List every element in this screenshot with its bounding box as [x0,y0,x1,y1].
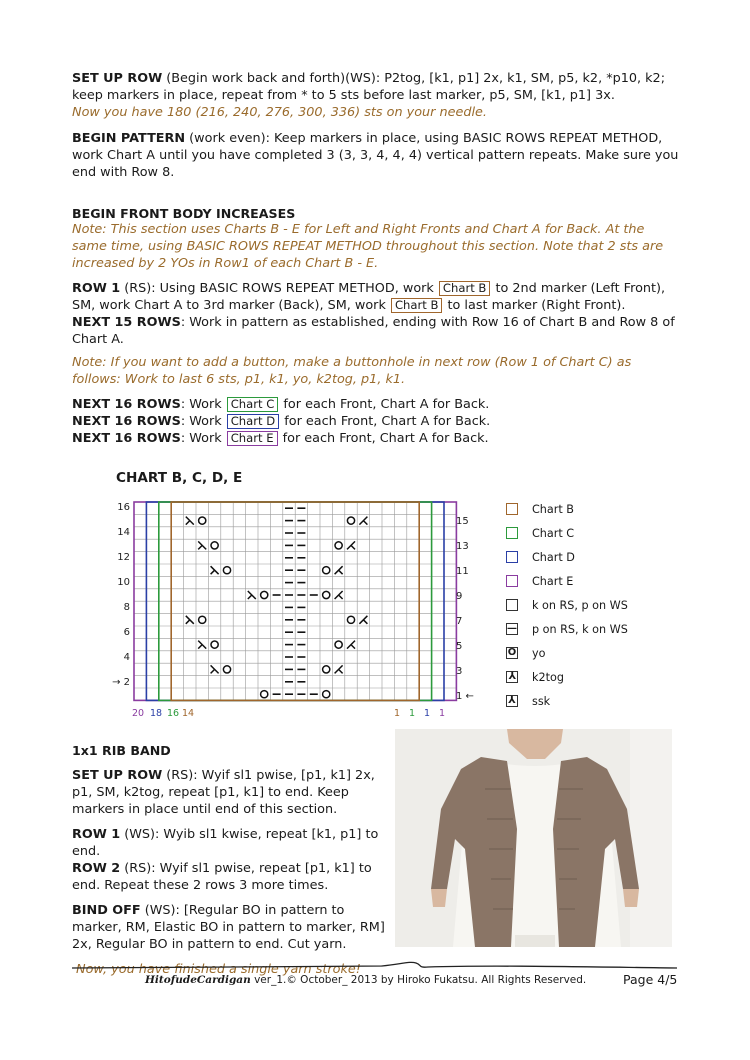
legend-chart-c [506,521,628,545]
row-label-14: 14 [117,527,130,538]
legend-label: Chart C [532,526,575,540]
legend-label: p on RS, k on WS [532,622,628,636]
setup-row [72,70,682,121]
row1-text-a: (RS): Using BASIC ROWS REPEAT METHOD, work [120,281,438,296]
rib-band-heading: 1x1 RIB BAND [72,743,171,758]
row1-text-c: to last marker (Right Front). [443,298,626,313]
row-label-1: 1 ← [456,691,474,702]
legend-label: yo [532,646,546,660]
setup-row-note: Now you have 180 (216, 240, 276, 300, 336) sts on your needle. [72,105,487,120]
stitch-label-1-e: 1 [439,708,446,719]
row-label-12: 12 [117,552,130,563]
next16-row-e [72,430,490,447]
stitch-label-1-d: 1 [424,708,431,719]
next16-label: NEXT 16 ROWS [72,431,181,446]
next-15-rows [72,314,682,348]
row-label-3: 3 [456,666,463,677]
stitch-label-18: 18 [150,708,163,719]
legend-chart-b [506,497,628,521]
buttonhole-note: Note: If you want to add a button, make a buttonhole in next row (Row 1 of Chart C) as follows: Work to last 6 sts, p1, k1, yo, k2tog, p1, k1. [72,355,632,387]
stitch-label-1-c: 1 [409,708,416,719]
rib-bind-label: BIND OFF [72,903,141,918]
row-label-8: 8 [123,602,130,613]
rib-row-2 [72,860,390,894]
chart-legend [506,497,628,713]
rib-bind-off [72,902,390,953]
rib-setup-label: SET UP ROW [72,768,163,783]
legend-label: Chart B [532,502,574,516]
chart-e-swatch [506,575,518,587]
setup-row-label: SET UP ROW [72,71,163,86]
finish-note: Now, you have finished a single yarn stroke! [76,962,361,977]
next16-row-d [72,413,490,430]
row-label-16: 16 [117,502,130,513]
chart-e-chip: Chart E [227,431,278,446]
next16-post: for each Front, Chart A for Back. [279,397,490,412]
next16-pre: : Work [180,414,226,429]
row-label-6: 6 [123,627,130,638]
legend-label: ssk [532,694,551,708]
row1-text-b: to 2nd marker (Left Front), SM, work Chart A to 3rd marker (Back), SM, work [72,281,666,313]
rib-row-1 [72,826,390,860]
rib-row1-label: ROW 1 [72,827,121,842]
cardigan-photo-image [395,729,672,947]
row-label-5: 5 [456,641,463,652]
yo-symbol-icon: O [507,647,517,658]
purl-symbol-icon: — [507,623,517,634]
row-label-4: 4 [123,652,130,663]
rib-row2-label: ROW 2 [72,861,121,876]
page-number: Page 4/5 [623,972,678,987]
legend-k2tog [506,665,628,689]
legend-chart-e [506,569,628,593]
next16-post: for each Front, Chart A for Back. [278,431,489,446]
chart-b-chip: Chart B [439,281,491,296]
legend-purl [506,617,628,641]
begin-pattern-label: BEGIN PATTERN [72,131,186,146]
chart-title: CHART B, C, D, E [116,470,243,486]
chart-b-swatch [506,503,518,515]
row-label-2: → 2 [112,677,130,688]
next16-post: for each Front, Chart A for Back. [280,414,491,429]
next-16-rows-list [72,396,490,447]
rib-setup-text: (RS): Wyif sl1 pwise, [p1, k1] 2x, p1, SM, k2tog, repeat [p1, k1] to end. Keep markers in place until end of this section. [72,768,375,817]
legend-label: k on RS, p on WS [532,598,628,612]
knit-symbol-icon [506,599,518,611]
next15-text: : Work in pattern as established, ending with Row 16 of Chart B and Row 8 of Chart A. [72,315,675,347]
front-increases-heading: BEGIN FRONT BODY INCREASES [72,206,296,221]
chart-b-chip-2: Chart B [391,298,443,313]
next16-row-c [72,396,490,413]
stitch-label-16: 16 [167,708,180,719]
footer-divider [72,958,677,972]
next16-label: NEXT 16 ROWS [72,397,181,412]
legend-ssk [506,689,628,713]
legend-yo [506,641,628,665]
legend-knit [506,593,628,617]
row-labels-left [112,502,130,688]
begin-pattern-text: (work even): Keep markers in place, using BASIC ROWS REPEAT METHOD, work Chart A until you have completed 3 (3, 3, 4, 4, 4) vertical pattern repeats. Make sure you end with Row 8. [72,131,679,180]
k2tog-symbol-icon: ⅄ [506,671,518,683]
row-label-13: 13 [456,541,469,552]
stitch-label-1-b: 1 [394,708,401,719]
begin-pattern [72,130,682,181]
legend-label: k2tog [532,670,564,684]
cardigan-photo [395,729,672,947]
chart-c-chip: Chart C [227,397,279,412]
knitting-chart [112,494,492,720]
footer-copyright [145,974,586,986]
legend-chart-d [506,545,628,569]
row-label-9: 9 [456,591,463,602]
row-labels-right [456,516,474,702]
ssk-symbol-icon: ⅄ [506,695,518,707]
setup-row-text: (Begin work back and forth)(WS): P2tog, [k1, p1] 2x, k1, SM, p5, k2, *p10, k2; keep markers in place, repeat from * to 5 sts before last marker, p5, SM, [k1, p1] 3x. [72,71,666,103]
legend-label: Chart D [532,550,575,564]
row-label-15: 15 [456,516,469,527]
next16-label: NEXT 16 ROWS [72,414,181,429]
rib-band-section [72,742,390,978]
front-increases-note: Note: This section uses Charts B - E for Left and Right Fronts and Chart A for Back. At the same time, using BASIC ROWS REPEAT METHOD throughout this section. Note that 2 sts are increased by 2 YOs in Row1 of each Chart B - E. [72,222,664,271]
footer-title: HitofudeCardigan [145,974,251,986]
chart-c-swatch [506,527,518,539]
next15-label: NEXT 15 ROWS [72,315,181,330]
rib-row2-text: (RS): Wyif sl1 pwise, repeat [p1, k1] to end. Repeat these 2 rows 3 more times. [72,861,372,893]
row-label-7: 7 [456,616,463,627]
chart-d-swatch [506,551,518,563]
row1-label: ROW 1 [72,281,121,296]
rib-bind-text: (WS): [Regular BO in pattern to marker, RM, Elastic BO in pattern to marker, RM] 2x, Regular BO in pattern to end. Cut yarn. [72,903,385,952]
footer-text: ver_1.© October_ 2013 by Hiroko Fukatsu. All Rights Reserved. [250,974,587,986]
rib-setup-row [72,767,390,818]
row-label-11: 11 [456,566,469,577]
stitch-label-14: 14 [182,708,195,719]
stitch-labels-bottom [132,708,445,719]
rib-row1-text: (WS): Wyib sl1 kwise, repeat [k1, p1] to end. [72,827,379,859]
legend-label: Chart E [532,574,574,588]
chart-d-chip: Chart D [227,414,279,429]
stitch-label-20: 20 [132,708,145,719]
next16-pre: : Work [180,397,226,412]
chart-grid [134,502,456,700]
front-row-1 [72,280,682,314]
row-label-10: 10 [117,577,130,588]
next16-pre: : Work [180,431,226,446]
